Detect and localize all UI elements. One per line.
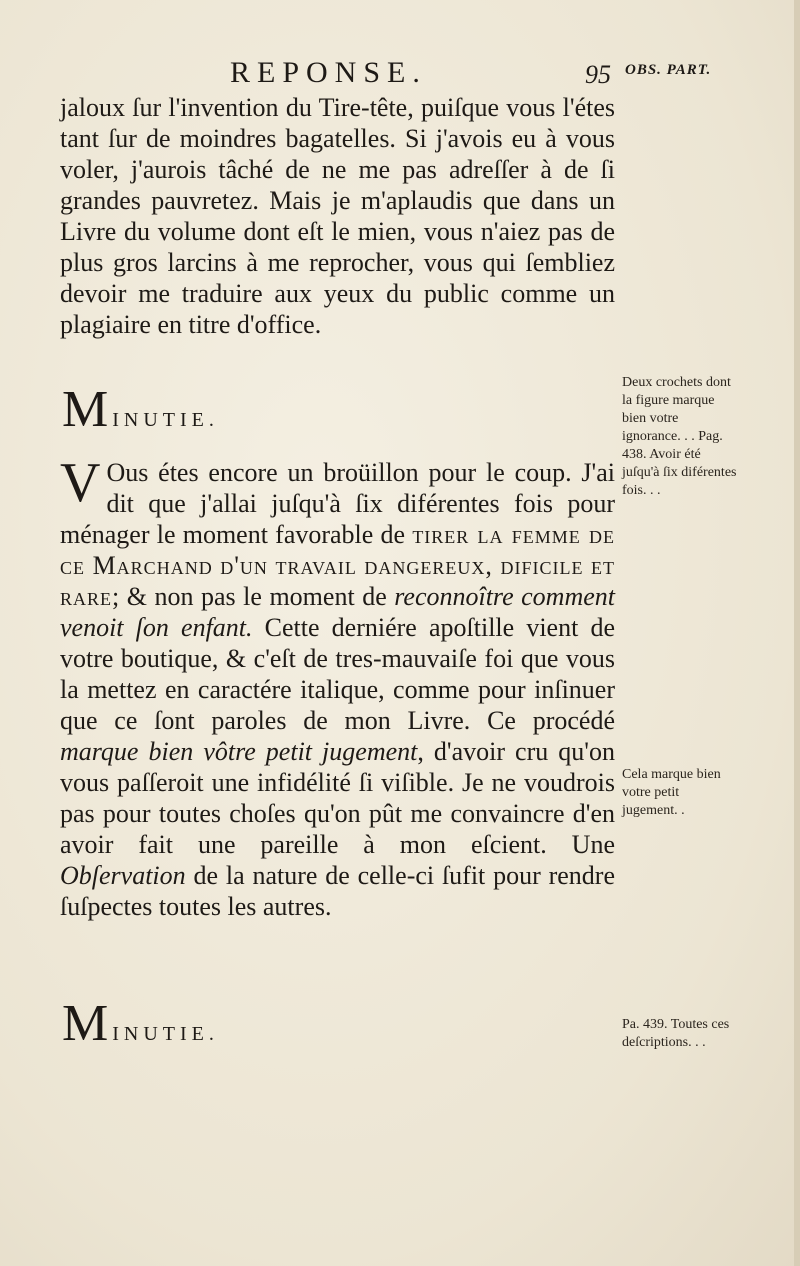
text-run: Ous étes encore un broüillon pour le coup. J'ai dit que j'allai juſqu'à ſix diférentes fois pour ménager le moment favorable de (60, 458, 615, 549)
margin-note: Deux crochets dont la figure marque bien votre ignorance. . . Pag. 438. Avoir été juſqu'à ſix diférentes fois. . . (622, 375, 737, 498)
observation-part-label: OBS. PART. (625, 62, 712, 78)
italic-quote: reconnoître comment venoit ſon enfant. (60, 582, 615, 642)
text-run: , d'avoir cru qu'on vous paſſeroit une infidélité ſi viſible. Je ne voudrois pas pour toutes choſes qu'on pût me convaincre d'en avoir fait une pareille à mon eſcient. Une (60, 737, 615, 859)
page-number: 95 (585, 60, 611, 89)
heading-rest: INUTIE. (112, 1023, 219, 1045)
drop-cap: V (60, 452, 101, 514)
heading-initial: M (62, 995, 109, 1052)
margin-note: Cela marque bien votre petit jugement. . (622, 767, 721, 818)
section-heading-minutie-2 (62, 995, 219, 1052)
heading-rest: INUTIE. (112, 409, 219, 431)
italic-quote: marque bien vôtre petit jugement (60, 737, 418, 766)
running-head: REPONSE. (230, 56, 427, 89)
text-run: ; & non pas le moment de (112, 582, 395, 611)
small-caps-quote: tirer la femme de ce Marchand d'un travail dangereux, dificile et rare (60, 520, 615, 611)
section-heading-minutie (62, 381, 219, 438)
paragraph-response (60, 452, 615, 922)
margin-note: Pa. 439. Toutes ces deſcriptions. . . (622, 1017, 730, 1050)
text-run: de la nature de celle-ci ſufit pour rendre ſuſpectes toutes les autres. (60, 861, 615, 921)
heading-initial: M (62, 381, 109, 438)
text-run: Cette derniére apoſtille vient de votre boutique, & c'eſt de tres-mauvaiſe foi que vous la mettez en caractére italique, comme pour inſinuer que ce ſont paroles de mon Livre. Ce procédé (60, 613, 615, 735)
italic-word: Obſervation (60, 861, 186, 890)
page-header (60, 56, 800, 96)
paragraph-continued: jaloux ſur l'invention du Tire-tête, puiſque vous l'étes tant ſur de moindres bagatelles. Si j'avois eu à vous voler, j'aurois tâché de ne me pas adreſſer à de ſi grandes pauvretez. Mais je m'aplaudis que dans un Livre du volume dont eſt le mien, vous n'aiez pas de plus gros larcins à me reprocher, vous qui ſembliez devoir me traduire aux yeux du public comme un plagiaire en titre d'office. (60, 93, 615, 339)
page-edge (794, 0, 800, 1266)
